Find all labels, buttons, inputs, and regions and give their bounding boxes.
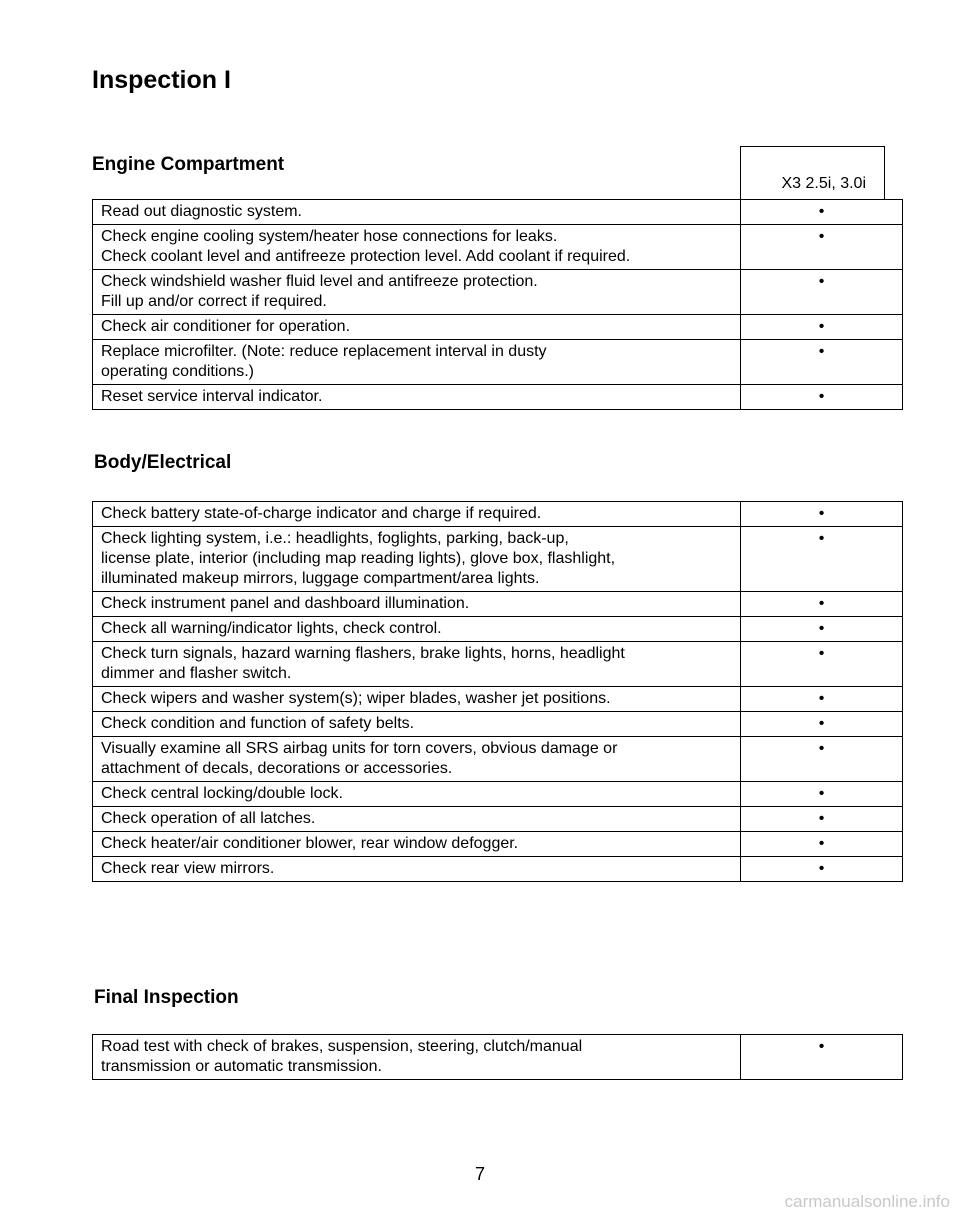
final-inspection-table [92,1034,903,1080]
task-text: Check all warning/indicator lights, check control. [101,620,442,637]
task-cell [93,592,741,617]
task-cell [93,340,741,385]
table-row [93,315,903,340]
task-cell [93,315,741,340]
table-row [93,225,903,270]
table-row [93,502,903,527]
task-text: Check rear view mirrors. [101,860,275,877]
task-cell [93,385,741,410]
table-row [93,527,903,592]
applies-mark: • [741,617,903,642]
task-text: Check coolant level and antifreeze protection level. Add coolant if required. [101,248,631,265]
task-cell [93,687,741,712]
task-text: Check turn signals, hazard warning flashers, brake lights, horns, headlight [101,645,625,662]
model-label: X3 2.5i, 3.0i [781,175,866,192]
applies-mark: • [741,857,903,882]
table-row [93,617,903,642]
section-title-final-inspection: Final Inspection [94,987,239,1008]
task-cell [93,712,741,737]
applies-mark: • [741,832,903,857]
table-row [93,712,903,737]
table-row [93,807,903,832]
task-text: Check windshield washer fluid level and antifreeze protection. [101,273,538,290]
page-title: Inspection I [92,66,231,94]
table-row [93,782,903,807]
task-cell [93,737,741,782]
applies-mark: • [741,527,903,592]
task-text: Check battery state-of-charge indicator and charge if required. [101,505,542,522]
task-text: operating conditions.) [101,363,254,380]
task-text: Check heater/air conditioner blower, rear window defogger. [101,835,519,852]
table-row [93,270,903,315]
task-text: Read out diagnostic system. [101,203,302,220]
applies-mark: • [741,502,903,527]
task-text: Check instrument panel and dashboard illumination. [101,595,470,612]
task-cell [93,200,741,225]
applies-mark: • [741,642,903,687]
task-cell [93,1035,741,1080]
task-cell [93,857,741,882]
task-text: Check wipers and washer system(s); wiper blades, washer jet positions. [101,690,611,707]
task-cell [93,527,741,592]
section-title-body-electrical: Body/Electrical [94,452,232,473]
task-text: Reset service interval indicator. [101,388,323,405]
task-text: Replace microfilter. (Note: reduce replacement interval in dusty [101,343,547,360]
applies-mark: • [741,737,903,782]
body-electrical-table [92,501,903,882]
task-text: Check central locking/double lock. [101,785,343,802]
task-cell [93,807,741,832]
applies-mark: • [741,315,903,340]
table-row [93,857,903,882]
page-number: 7 [474,1164,485,1184]
task-cell [93,225,741,270]
table-row [93,340,903,385]
applies-mark: • [741,340,903,385]
task-text: Check air conditioner for operation. [101,318,351,335]
table-row [93,1035,903,1080]
applies-mark: • [741,1035,903,1080]
applies-mark: • [741,200,903,225]
task-text: Fill up and/or correct if required. [101,293,327,310]
task-text: Check engine cooling system/heater hose connections for leaks. [101,228,558,245]
applies-mark: • [741,712,903,737]
applies-mark: • [741,270,903,315]
table-row [93,832,903,857]
table-row [93,737,903,782]
task-cell [93,502,741,527]
section-title-engine-compartment: Engine Compartment [92,154,285,175]
table-row [93,642,903,687]
task-text: Check condition and function of safety belts. [101,715,415,732]
task-text: Check lighting system, i.e.: headlights, foglights, parking, back-up, [101,530,569,547]
task-text: Check operation of all latches. [101,810,316,827]
task-cell [93,832,741,857]
task-cell [93,642,741,687]
task-text: transmission or automatic transmission. [101,1058,382,1075]
task-text: Road test with check of brakes, suspension, steering, clutch/manual [101,1038,583,1055]
task-cell [93,617,741,642]
model-header-cell [740,146,885,199]
table-row [93,385,903,410]
applies-mark: • [741,592,903,617]
applies-mark: • [741,687,903,712]
task-text: Visually examine all SRS airbag units for torn covers, obvious damage or [101,740,618,757]
table-row [93,687,903,712]
engine-compartment-table [92,199,903,410]
task-text: dimmer and flasher switch. [101,665,292,682]
applies-mark: • [741,385,903,410]
task-text: illuminated makeup mirrors, luggage compartment/area lights. [101,570,540,587]
task-text: attachment of decals, decorations or accessories. [101,760,453,777]
task-text: license plate, interior (including map reading lights), glove box, flashlight, [101,550,616,567]
table-row [93,592,903,617]
applies-mark: • [741,782,903,807]
applies-mark: • [741,225,903,270]
task-cell [93,270,741,315]
applies-mark: • [741,807,903,832]
task-cell [93,782,741,807]
table-row [93,200,903,225]
watermark: carmanualsonline.info [784,1192,950,1211]
